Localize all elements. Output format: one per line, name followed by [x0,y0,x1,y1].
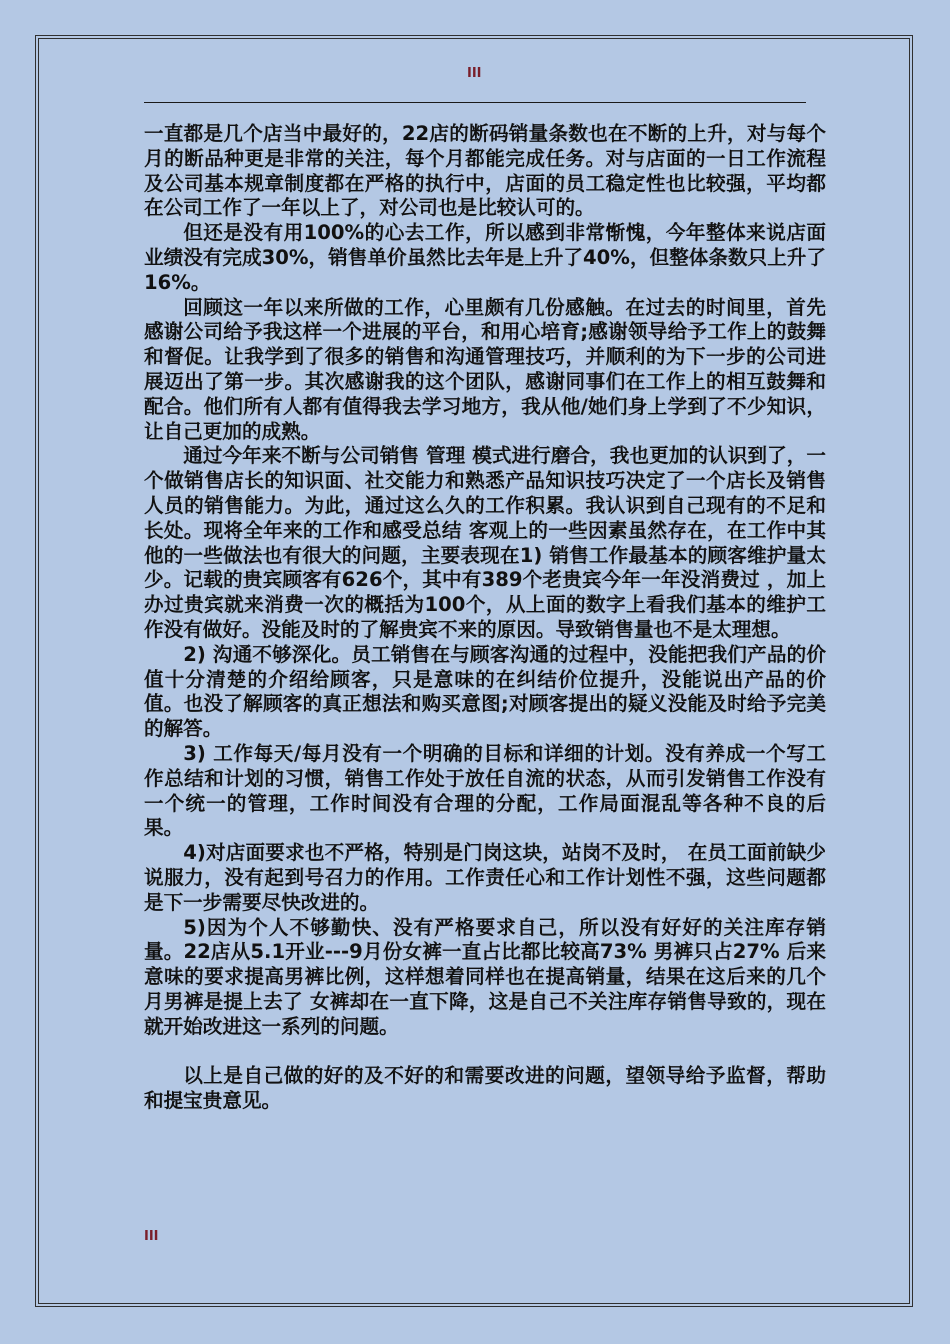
paragraph-8: 5)因为个人不够勤快、没有严格要求自己，所以没有好好的关注库存销量。22店从5.1开业---9月份女裤一直占比都比较高73% 男裤只占27% 后来意味的要求提高男裤比例，这样想着同样也在提高销量，结果在这后来的几个月男裤是提上去了 女裤却在一直下降，这是自己不关注库存销售导致的，现在就开始改进这一系列的问题。 [144,915,826,1038]
paragraph-3: 回顾这一年以来所做的工作，心里颇有几份感触。在过去的时间里，首先感谢公司给予我这样一个进展的平台，和用心培育;感谢领导给予工作上的鼓舞和督促。让我学到了很多的销售和沟通管理技巧，并顺利的为下一步的公司进展迈出了第一步。其次感谢我的这个团队，感谢同事们在工作上的相互鼓舞和配合。他们所有人都有值得我去学习地方，我从他/她们身上学到了不少知识，让自己更加的成熟。 [144,295,826,443]
header-page-marker: III [467,66,482,81]
paragraph-9: 以上是自己做的好的及不好的和需要改进的问题，望领导给予监督，帮助和提宝贵意见。 [144,1064,826,1113]
header-rule [144,102,806,103]
paragraph-5: 2) 沟通不够深化。员工销售在与顾客沟通的过程中，没能把我们产品的价值十分清楚的介绍给顾客，只是意味的在纠结价位提升，没能说出产品的价值。也没了解顾客的真正想法和购买意图;对顾客提出的疑义没能及时给予完美的解答。 [144,642,826,741]
paragraph-1: 一直都是几个店当中最好的，22店的断码销量条数也在不断的上升，对与每个月的断品种更是非常的关注，每个月都能完成任务。对与店面的一日工作流程及公司基本规章制度都在严格的执行中，店面的员工稳定性也比较强，平均都在公司工作了一年以上了，对公司也是比较认可的。 [144,122,826,220]
footer-page-marker: III [144,1229,159,1244]
paragraph-7: 4)对店面要求也不严格，特别是门岗这块，站岗不及时， 在员工面前缺少说服力，没有起到号召力的作用。工作责任心和工作计划性不强，这些问题都是下一步需要尽快改进的。 [144,841,826,914]
paragraph-6: 3) 工作每天/每月没有一个明确的目标和详细的计划。没有养成一个写工作总结和计划的习惯，销售工作处于放任自流的状态，从而引发销售工作没有一个统一的管理，工作时间没有合理的分配，工作局面混乱等各种不良的后果。 [144,741,826,840]
document-body [144,122,826,1114]
paragraph-4: 通过今年来不断与公司销售 管理 模式进行磨合，我也更加的认识到了，一个做销售店长的知识面、社交能力和熟悉产品知识技巧决定了一个店长及销售人员的销售能力。为此，通过这么久的工作积累。我认识到自己现有的不足和长处。现将全年来的工作和感受总结 客观上的一些因素虽然存在，在工作中其他的一些做法也有很大的问题，主要表现在1) 销售工作最基本的顾客维护量太少。记载的贵宾顾客有626个，其中有389个老贵宾今年一年没消费过 ，加上办过贵宾就来消费一次的概括为100个，从上面的数字上看我们基本的维护工作没有做好。没能及时的了解贵宾不来的原因。导致销售量也不是太理想。 [144,444,826,641]
paragraph-2: 但还是没有用100%的心去工作，所以感到非常惭愧，今年整体来说店面业绩没有完成30%，销售单价虽然比去年是上升了40%，但整体条数只上升了16%。 [144,221,826,294]
